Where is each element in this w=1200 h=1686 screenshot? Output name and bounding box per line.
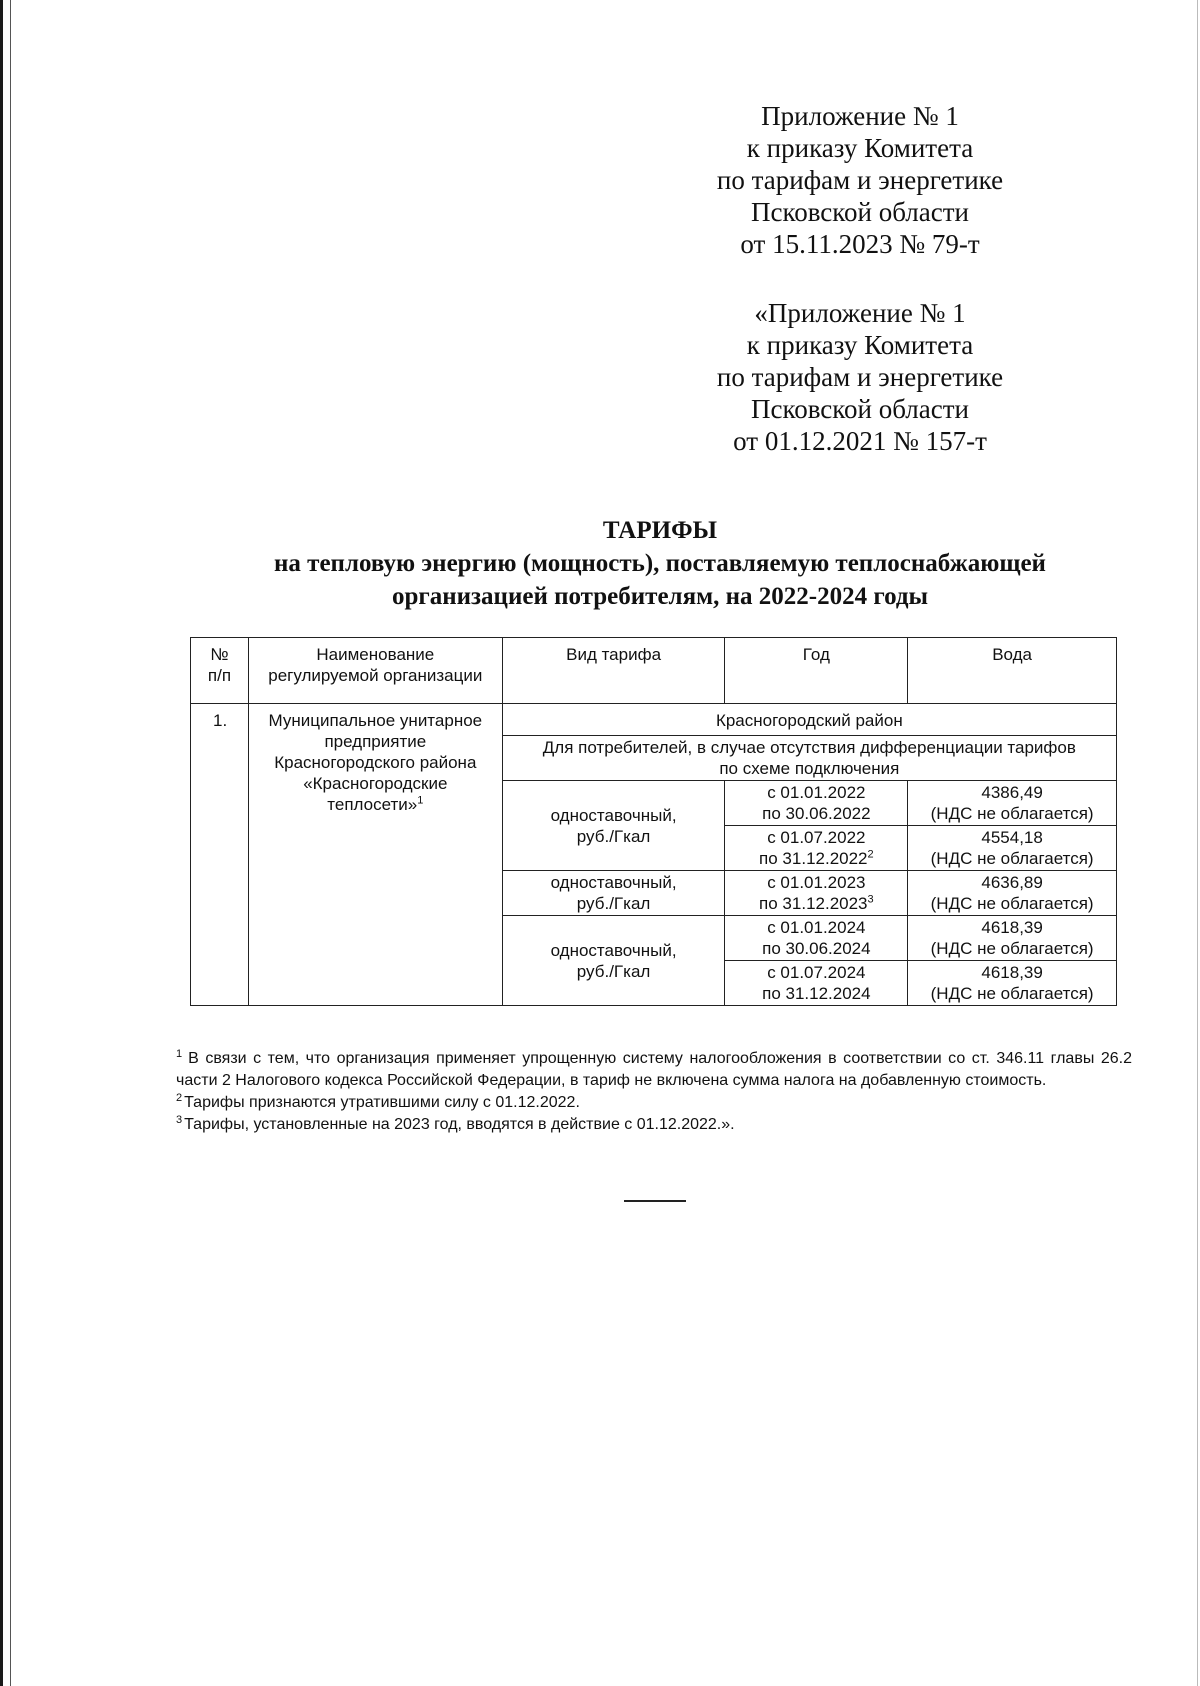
appendix-header-previous — [660, 297, 1060, 457]
footnote-mark: 3 — [176, 1113, 183, 1126]
scan-edge-right — [1197, 0, 1198, 1686]
footnote-mark: 2 — [867, 848, 874, 861]
header-year: Год — [725, 638, 908, 704]
period — [725, 826, 908, 871]
scan-edge-left — [0, 0, 3, 1686]
period-from: с 01.07.2024 — [767, 963, 866, 982]
header-line: «Приложение № 1 — [754, 298, 966, 328]
end-divider — [624, 1200, 686, 1202]
period-to: по 31.12.2022 — [759, 849, 868, 868]
footnote-text: В связи с тем, что организация применяет упрощенную систему налогообложения в соответствии со ст. 346.11 главы 26.2 части 2 Налогового кодекса Российской Федерации, в тариф не включена сумма налога на добавленную стоимость. — [176, 1050, 1132, 1089]
header-organization — [248, 638, 502, 704]
tariff-kind — [502, 916, 725, 1006]
footnote-mark: 1 — [417, 794, 424, 807]
tariff-kind-line: одноставочный, — [550, 940, 677, 960]
header-text: Наименование — [316, 645, 435, 664]
tariff-value — [908, 781, 1117, 826]
org-line: Муниципальное унитарное — [268, 711, 483, 730]
table-header-row — [191, 638, 1117, 704]
org-line: «Красногородские — [303, 774, 448, 793]
organization-name — [248, 704, 502, 1006]
header-line: к приказу Комитета — [746, 133, 974, 163]
footnote-text: Тарифы признаются утратившими силу с 01.12.2022. — [184, 1094, 580, 1111]
footnote-2 — [176, 1092, 1132, 1114]
tariff-kind-line: руб./Гкал — [576, 961, 651, 981]
period — [725, 916, 908, 961]
tariff-kind-line: одноставочный, — [550, 805, 677, 825]
period-from: с 01.01.2022 — [767, 783, 866, 802]
footnote-3 — [176, 1114, 1132, 1136]
tariff-kind — [502, 781, 725, 871]
header-water: Вода — [908, 638, 1117, 704]
vat-note: (НДС не облагается) — [930, 849, 1094, 868]
title-line: на тепловую энергию (мощность), поставляемую теплоснабжающей — [274, 550, 1046, 577]
tariff-amount: 4618,39 — [981, 963, 1043, 982]
tariff-kind-line: одноставочный, — [550, 873, 677, 892]
consumer-line: Для потребителей, в случае отсутствия дифференциации тарифов — [542, 738, 1076, 757]
org-line: теплосети» — [327, 795, 418, 814]
header-line: Псковской области — [750, 197, 969, 227]
period — [725, 961, 908, 1006]
header-line: Псковской области — [750, 394, 969, 424]
tariff-value — [908, 961, 1117, 1006]
tariff-value — [908, 916, 1117, 961]
period — [725, 781, 908, 826]
header-text: регулируемой организации — [268, 666, 483, 685]
footnotes — [176, 1048, 1132, 1136]
tariff-value — [908, 871, 1117, 916]
period-to: по 30.06.2024 — [762, 939, 871, 958]
header-text: п/п — [207, 666, 232, 685]
tariff-kind-line: руб./Гкал — [576, 826, 651, 846]
header-line: от 15.11.2023 № 79-т — [740, 229, 980, 259]
vat-note: (НДС не облагается) — [930, 939, 1094, 958]
tariff-amount: 4386,49 — [981, 783, 1043, 802]
footnote-mark: 2 — [176, 1091, 183, 1104]
document-title — [140, 514, 1180, 613]
consumer-line: по схеме подключения — [719, 759, 900, 778]
org-line: предприятие — [324, 732, 427, 751]
period-to: по 30.06.2022 — [762, 804, 871, 823]
footnote-mark: 1 — [176, 1047, 183, 1060]
period-from: с 01.01.2023 — [767, 873, 866, 892]
tariff-amount: 4554,18 — [981, 828, 1043, 847]
title-line: ТАРИФЫ — [602, 517, 718, 544]
footnote-mark: 3 — [867, 893, 874, 906]
tariff-kind — [502, 871, 725, 916]
period — [725, 871, 908, 916]
consumer-category — [502, 736, 1116, 781]
header-line: Приложение № 1 — [761, 101, 959, 131]
vat-note: (НДС не облагается) — [930, 894, 1094, 913]
org-line: Красногородского района — [274, 753, 477, 772]
period-to: по 31.12.2023 — [759, 894, 868, 913]
header-line: от 01.12.2021 № 157-т — [733, 426, 987, 456]
tariff-amount: 4636,89 — [981, 873, 1043, 892]
header-line: по тарифам и энергетике — [716, 362, 1004, 392]
vat-note: (НДС не облагается) — [930, 984, 1094, 1003]
header-line: по тарифам и энергетике — [716, 165, 1004, 195]
district-name: Красногородский район — [502, 704, 1116, 736]
row-number: 1. — [191, 704, 249, 1006]
header-tariff-kind: Вид тарифа — [502, 638, 725, 704]
footnote-1 — [176, 1048, 1132, 1092]
footnote-text: Тарифы, установленные на 2023 год, вводятся в действие с 01.12.2022.». — [184, 1116, 735, 1133]
title-line: организацией потребителям, на 2022-2024 годы — [391, 583, 929, 610]
tariff-value — [908, 826, 1117, 871]
period-to: по 31.12.2024 — [762, 984, 871, 1003]
period-from: с 01.01.2024 — [767, 918, 866, 937]
header-line: к приказу Комитета — [746, 330, 974, 360]
scan-edge-line — [10, 0, 11, 1686]
header-text: № — [210, 645, 229, 664]
tariff-amount: 4618,39 — [981, 918, 1043, 937]
table-row — [191, 704, 1117, 736]
period-from: с 01.07.2022 — [767, 828, 866, 847]
vat-note: (НДС не облагается) — [930, 804, 1094, 823]
header-number — [191, 638, 249, 704]
tariff-table — [190, 637, 1117, 1006]
appendix-header-current — [660, 100, 1060, 260]
tariff-kind-line: руб./Гкал — [576, 894, 651, 913]
